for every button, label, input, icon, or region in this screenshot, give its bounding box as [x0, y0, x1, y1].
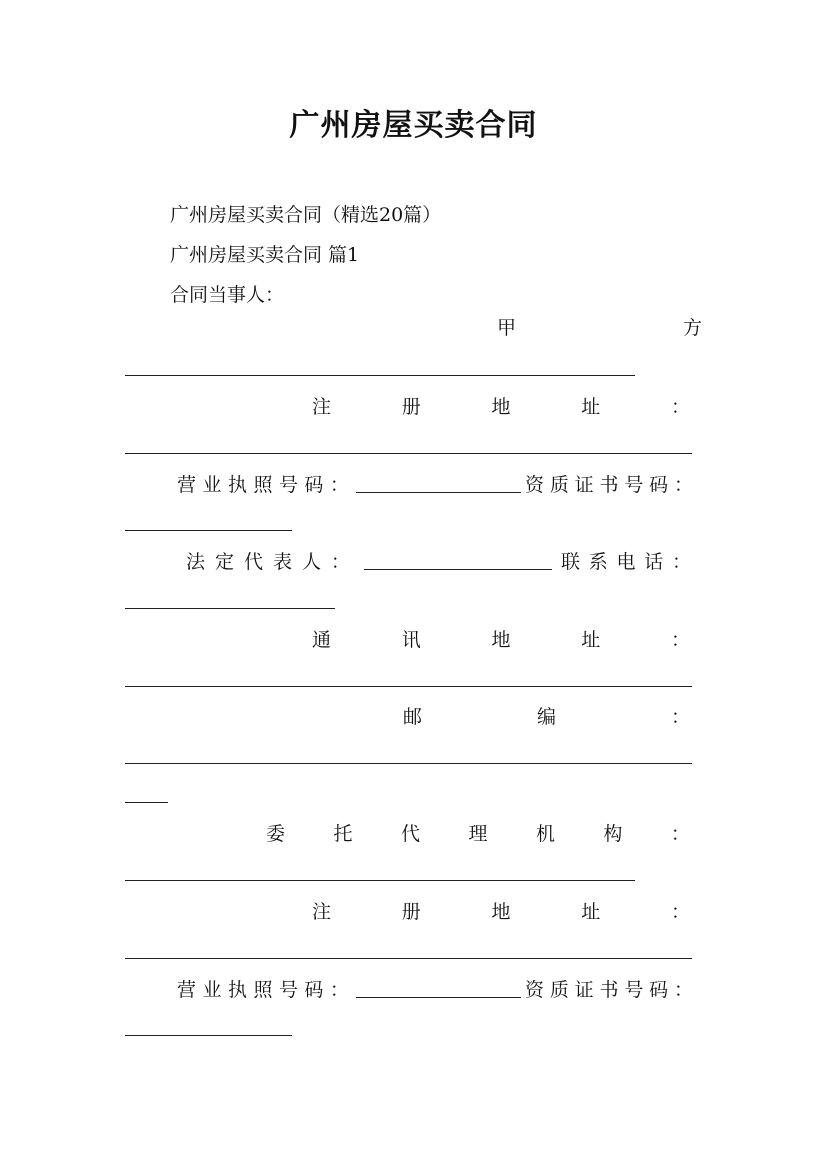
label-char: 讯 — [401, 629, 421, 651]
label-char: ： — [670, 706, 690, 728]
label-char: 书 — [599, 979, 619, 1001]
label-char: 表 — [272, 551, 292, 573]
label-char: 册 — [401, 901, 421, 923]
label-char: 址 — [581, 629, 601, 651]
license-label-2 — [177, 978, 349, 1002]
qualification-label-2 — [525, 978, 693, 1002]
label-char: 证 — [574, 474, 594, 496]
label-char: ： — [330, 551, 350, 573]
label-char: 地 — [491, 396, 511, 418]
label-char: 址 — [581, 396, 601, 418]
blank-line[interactable] — [356, 492, 521, 493]
label-char: 代 — [400, 823, 420, 845]
label-char: 业 — [202, 979, 222, 1001]
label-char: 码 — [649, 979, 669, 1001]
label-char: ： — [673, 474, 693, 496]
party-a-char: 方 — [682, 317, 702, 339]
party-a-label — [497, 316, 702, 340]
blank-line[interactable] — [125, 802, 168, 803]
label-char: 资 — [525, 474, 545, 496]
label-char: 业 — [202, 474, 222, 496]
label-char: 质 — [549, 979, 569, 1001]
label-char: 法 — [186, 551, 206, 573]
label-char: 质 — [549, 474, 569, 496]
label-char: ： — [670, 629, 690, 651]
label-char: ： — [671, 551, 691, 573]
label-char: 册 — [401, 396, 421, 418]
label-char: 人 — [301, 551, 321, 573]
label-char: ： — [670, 823, 690, 845]
label-char: 定 — [214, 551, 234, 573]
label-char: ： — [670, 396, 690, 418]
label-char: 码 — [649, 474, 669, 496]
blank-line[interactable] — [125, 1035, 292, 1036]
label-char: 码 — [304, 474, 324, 496]
label-char: 理 — [468, 823, 488, 845]
label-char: 地 — [491, 901, 511, 923]
label-char: 注 — [312, 396, 332, 418]
label-char: 址 — [581, 901, 601, 923]
label-char: 执 — [227, 474, 247, 496]
qualification-label — [525, 473, 693, 497]
label-char: 编 — [536, 706, 556, 728]
label-char: 邮 — [403, 706, 423, 728]
label-char: 执 — [227, 979, 247, 1001]
blank-line[interactable] — [125, 375, 635, 376]
label-char: 注 — [312, 901, 332, 923]
label-char: 系 — [588, 551, 608, 573]
label-char: 号 — [624, 474, 644, 496]
label-char: 机 — [535, 823, 555, 845]
label-char: 照 — [253, 979, 273, 1001]
phone-label — [561, 550, 691, 574]
blank-line[interactable] — [125, 608, 335, 609]
blank-line[interactable] — [125, 880, 635, 881]
label-char: 托 — [333, 823, 353, 845]
postcode-label — [403, 705, 690, 729]
intro-line-3: 合同当事人： — [170, 284, 285, 306]
comm-address-label — [312, 628, 690, 652]
label-char: 委 — [266, 823, 286, 845]
label-char: 话 — [644, 551, 664, 573]
party-a-char: 甲 — [497, 317, 517, 339]
label-char: 资 — [525, 979, 545, 1001]
blank-line[interactable] — [125, 453, 692, 454]
agent-label — [266, 822, 690, 846]
blank-line[interactable] — [356, 997, 521, 998]
label-char: 营 — [177, 474, 197, 496]
label-char: 证 — [574, 979, 594, 1001]
document-title: 广州房屋买卖合同 — [289, 108, 538, 143]
label-char: 通 — [312, 629, 332, 651]
label-char: ： — [329, 474, 349, 496]
label-char: 代 — [243, 551, 263, 573]
blank-line[interactable] — [364, 569, 552, 570]
label-char: ： — [329, 979, 349, 1001]
label-char: 码 — [304, 979, 324, 1001]
label-char: 构 — [603, 823, 623, 845]
intro-line-2: 广州房屋买卖合同 篇1 — [170, 244, 360, 266]
reg-address-label-2 — [312, 900, 690, 924]
blank-line[interactable] — [125, 530, 292, 531]
label-char: 号 — [278, 474, 298, 496]
label-char: ： — [673, 979, 693, 1001]
blank-line[interactable] — [125, 686, 692, 687]
label-char: 号 — [278, 979, 298, 1001]
label-char: 照 — [253, 474, 273, 496]
intro-line-1: 广州房屋买卖合同（精选20篇） — [170, 204, 442, 226]
reg-address-label — [312, 395, 690, 419]
label-char: 电 — [616, 551, 636, 573]
label-char: 联 — [561, 551, 581, 573]
blank-line[interactable] — [125, 958, 692, 959]
label-char: 地 — [491, 629, 511, 651]
license-label — [177, 473, 349, 497]
label-char: 书 — [599, 474, 619, 496]
label-char: ： — [670, 901, 690, 923]
legal-rep-label — [186, 550, 350, 574]
label-char: 营 — [177, 979, 197, 1001]
label-char: 号 — [624, 979, 644, 1001]
blank-line[interactable] — [125, 763, 692, 764]
